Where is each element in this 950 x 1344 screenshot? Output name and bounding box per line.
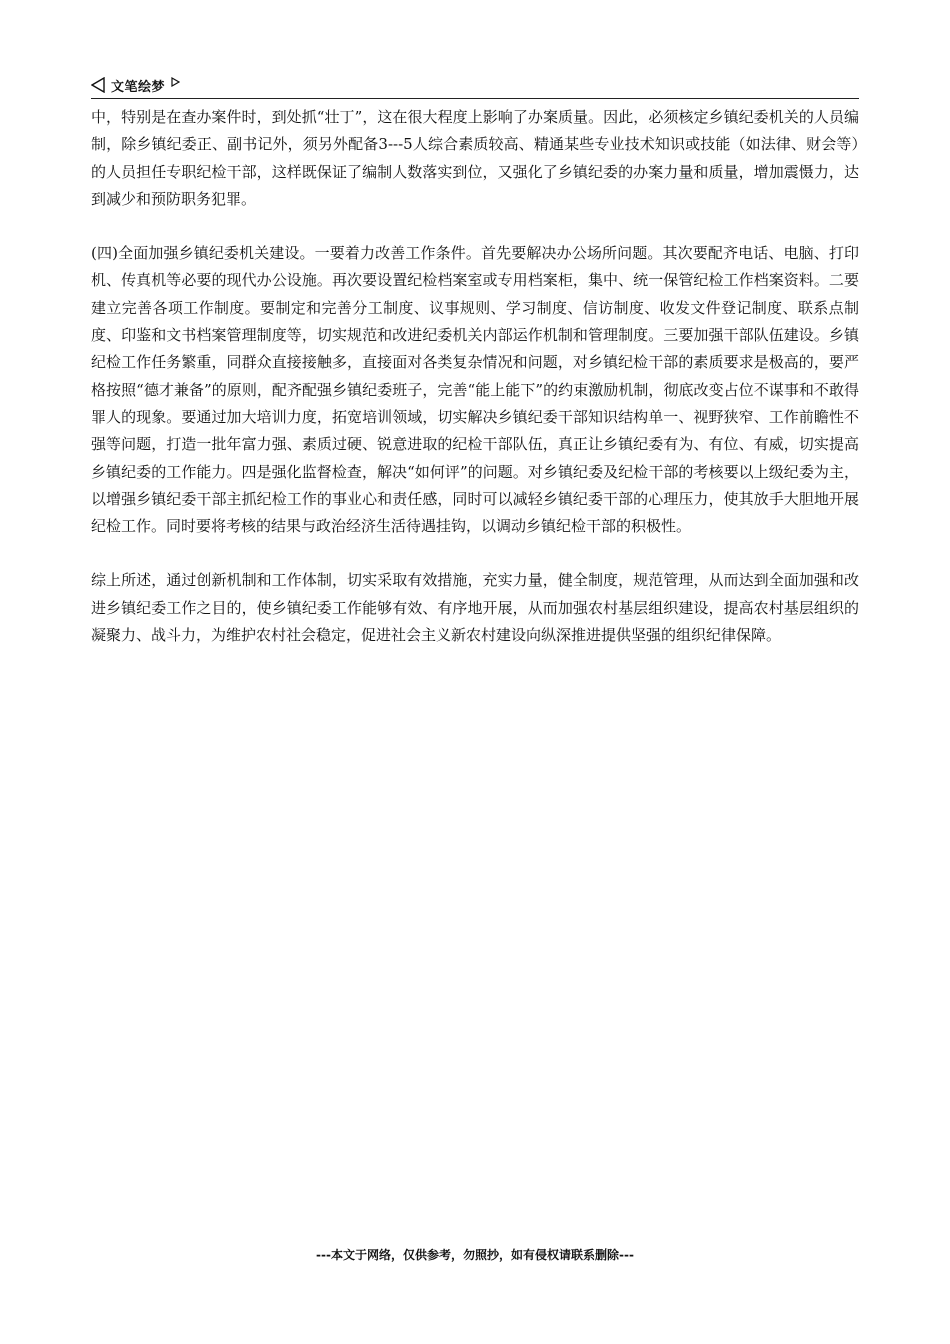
paragraph-staffing: 中，特别是在查办案件时，到处抓“壮丁”，这在很大程度上影响了办案质量。因此，必须核定乡镇纪委机关的人员编制，除乡镇纪委正、副书记外，须另外配备3---5人综合素质较高、精通某些专业技术知识或技能（如法律、财会等）的人员担任专职纪检干部，这样既保证了编制人数落实到位，又强化了乡镇纪委的办案力量和质量，增加震慑力，达到减少和预防职务犯罪。: [91, 108, 859, 208]
footer-notice: ---本文于网络，仅供参考，勿照抄，如有侵权请联系删除---: [316, 1248, 634, 1262]
header-title: 文笔绘梦: [111, 79, 166, 95]
paragraph-organ-building: (四)全面加强乡镇纪委机关建设。一要着力改善工作条件。首先要解决办公场所问题。其次要配齐电话、电脑、打印机、传真机等必要的现代办公设施。再次要设置纪检档案室或专用档案柜，集中、统一保管纪检工作档案资料。二要建立完善各项工作制度。要制定和完善分工制度、议事规则、学习制度、信访制度、收发文件登记制度、联系点制度、印鉴和文书档案管理制度等，切实规范和改进纪委机关内部运作机制和管理制度。三要加强干部队伍建设。乡镇纪检工作任务繁重，同群众直接接触多，直接面对各类复杂情况和问题，对乡镇纪检干部的素质要求是极高的，要严格按照“德才兼备”的原则，配齐配强乡镇纪委班子，完善“能上能下”的约束激励机制，彻底改变占位不谋事和不敢得罪人的现象。要通过加大培训力度，拓宽培训领域，切实解决乡镇纪委干部知识结构单一、视野狭窄、工作前瞻性不强等问题，打造一批年富力强、素质过硬、锐意进取的纪检干部队伍，真正让乡镇纪委有为、有位、有威，切实提高乡镇纪委的工作能力。四是强化监督检查，解决“如何评”的问题。对乡镇纪委及纪检干部的考核要以上级纪委为主，以增强乡镇纪委干部主抓纪检工作的事业心和责任感，同时可以减轻乡镇纪委干部的心理压力，使其放手大胆地开展纪检工作。同时要将考核的结果与政治经济生活待遇挂钩，以调动乡镇纪检干部的积极性。: [91, 244, 859, 536]
page-header: [91, 72, 859, 99]
triangle-right-icon: [171, 77, 180, 87]
paragraph-conclusion: 综上所述，通过创新机制和工作体制，切实采取有效措施，充实力量，健全制度，规范管理，从而达到全面加强和改进乡镇纪委工作之目的，使乡镇纪委工作能够有效、有序地开展，从而加强农村基层组织建设，提高农村基层组织的凝聚力、战斗力，为维护农村社会稳定，促进社会主义新农村建设向纵深推进提供坚强的组织纪律保障。: [91, 571, 859, 645]
document-body: [91, 104, 859, 676]
triangle-left-icon: [91, 77, 105, 93]
